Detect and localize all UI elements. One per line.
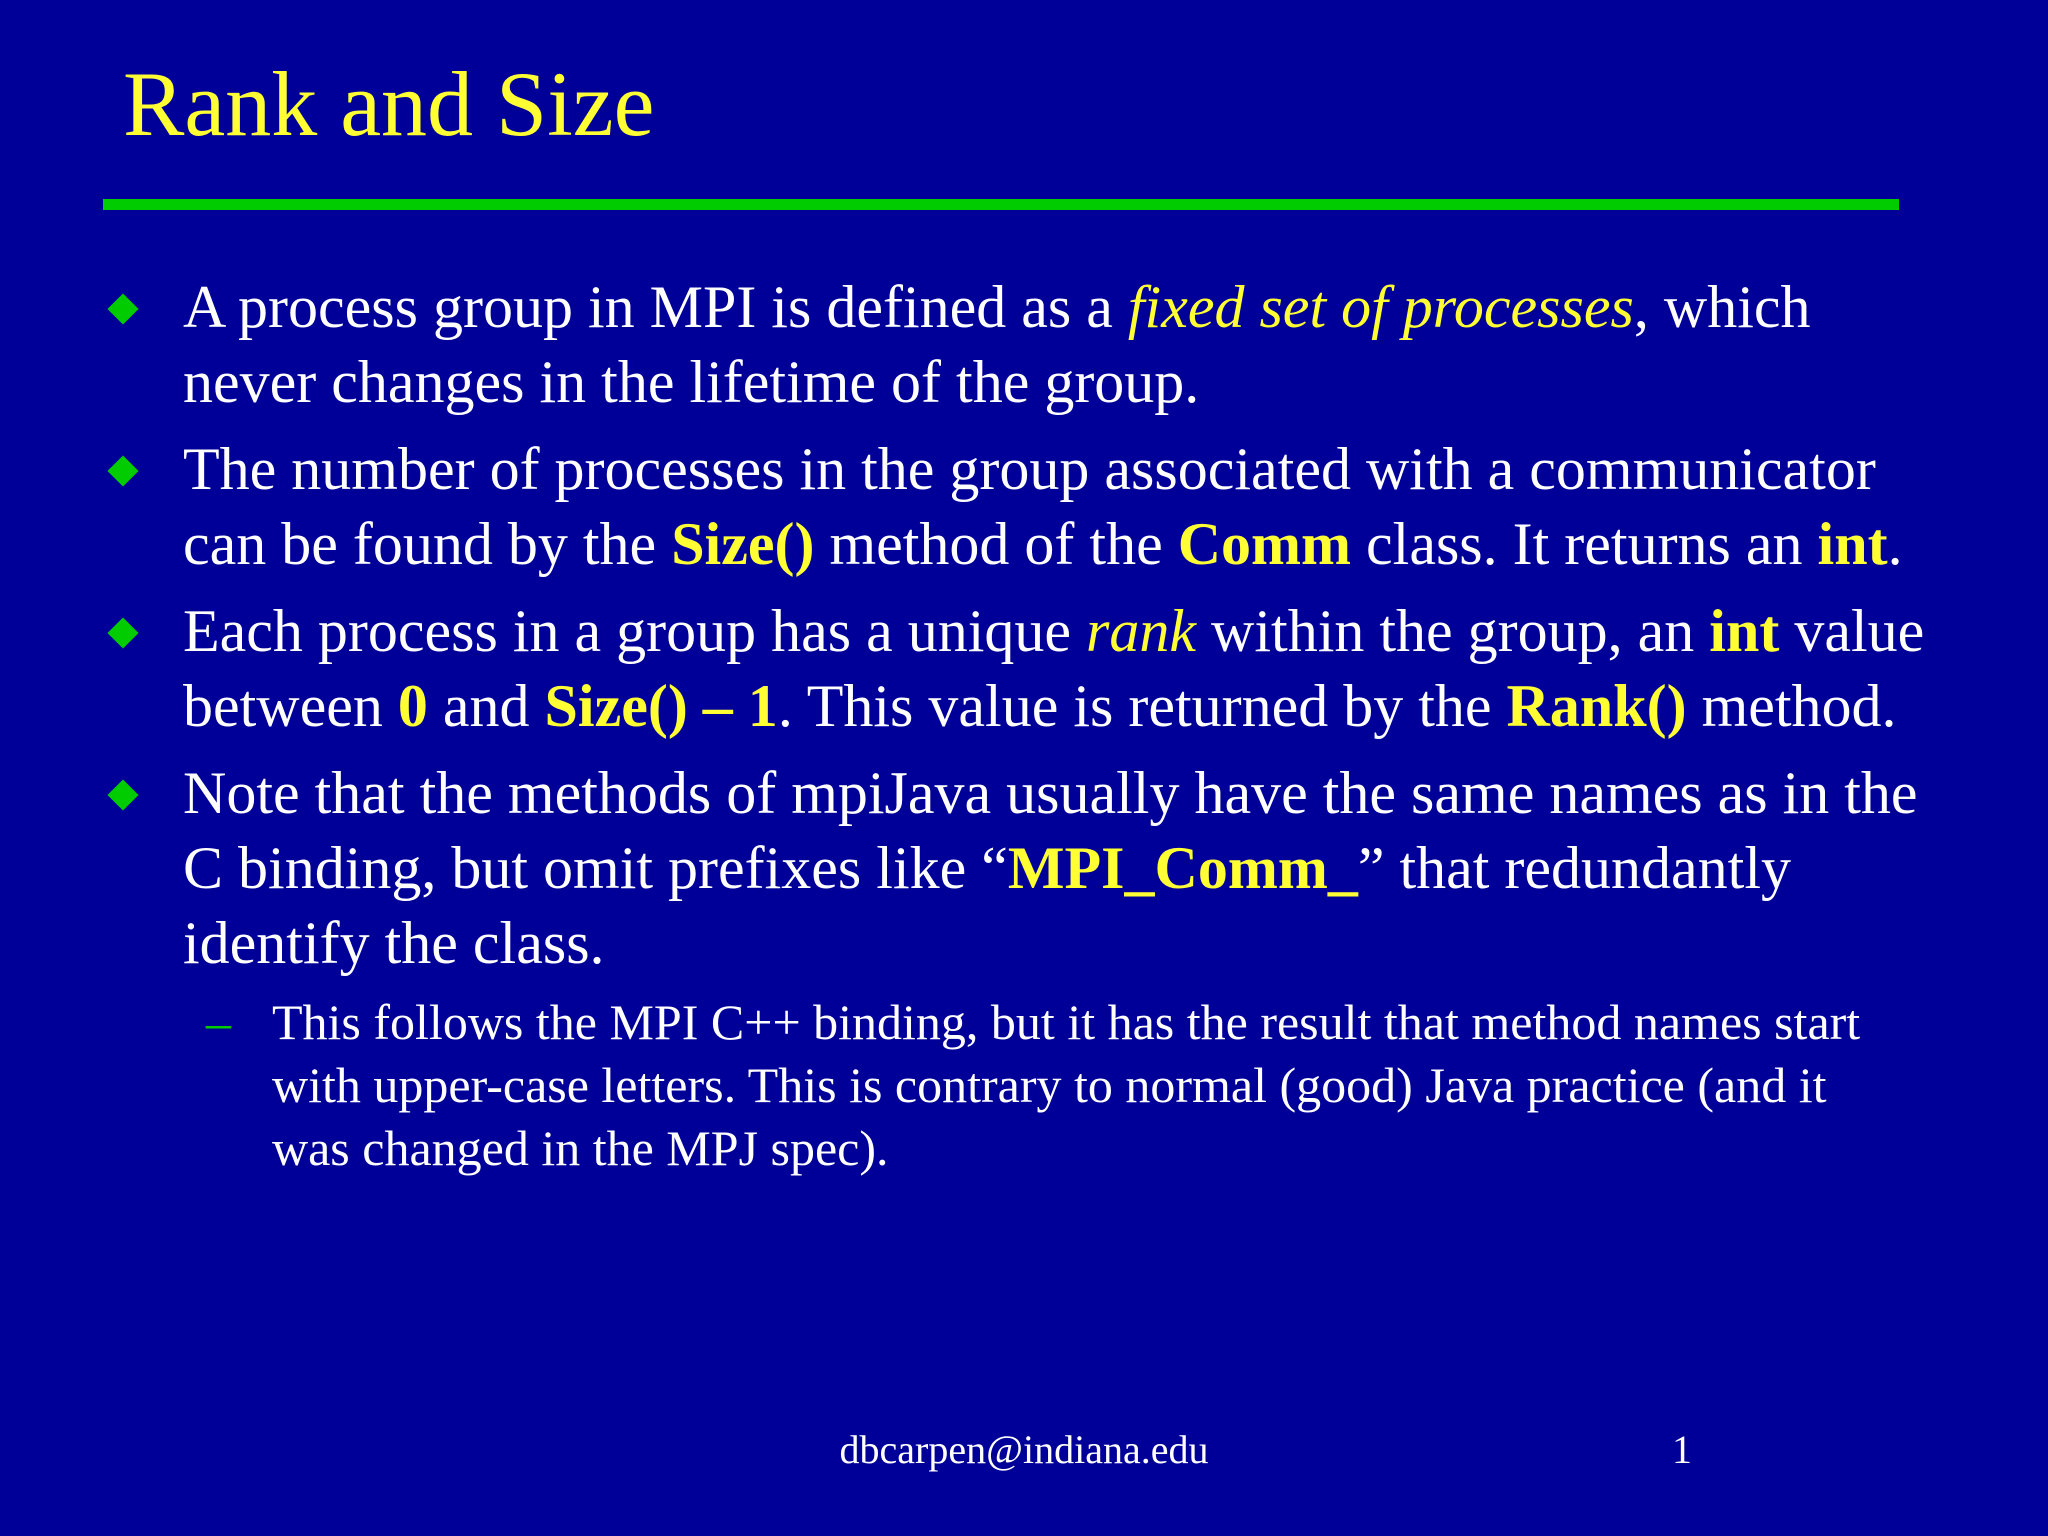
code-term: MPI_Comm_ [1007,835,1358,901]
emphasis-term: fixed set of processes [1127,274,1634,340]
code-term: int [1709,598,1780,664]
bullet-text: The number of processes in the group associated with a communicator can be found by the [183,436,1876,577]
green-diamond-icon [107,617,138,648]
green-diamond-icon [107,779,138,810]
bullet-text: Note that the methods of mpiJava usually have the same names as in the C binding, but omit prefixes like “ [183,760,1918,901]
bullet-item-4 [0,756,1943,1180]
footer-email: dbcarpen@indiana.edu [839,1427,1209,1472]
emphasis-term: rank [1086,598,1197,664]
bullet-text: Each process in a group has a unique [183,598,1087,664]
bullet-item-2 [0,432,1943,582]
code-term: Rank() [1506,673,1687,739]
green-diamond-icon [107,455,138,486]
code-term: int [1817,511,1888,577]
page-number: 1 [1672,1427,1692,1472]
bullet-text: method of the [814,511,1178,577]
bullet-text: A process group in MPI is defined as a [183,274,1128,340]
bullet-text: class. It returns an [1351,511,1818,577]
bullet-text: value between [183,598,1925,739]
code-term: 0 [397,673,428,739]
green-diamond-icon [107,293,138,324]
bullet-text: . This value is returned by the [777,673,1507,739]
sub-bullet-item [0,991,1892,1180]
code-term: Size() – 1 [544,673,778,739]
bullet-text: within the group, an [1196,598,1710,664]
bullet-text: method. [1686,673,1897,739]
bullet-text: , which never changes in the lifetime of the group. [183,274,1811,415]
bullet-item-3 [0,594,1943,744]
title-divider [103,199,1899,210]
code-term: Size() [671,511,815,577]
bullet-text: and [427,673,545,739]
slide-title: Rank and Size [123,53,655,155]
code-term: Comm [1177,511,1352,577]
bullet-text: ” that redundantly identify the class. [183,835,1791,976]
green-dash-icon: – [206,994,231,1050]
bullet-item-1 [0,270,1943,420]
sub-bullet-text: This follows the MPI C++ binding, but it has the result that method names start with upper-case letters. This is contrary to normal (good) Java practice (and it was changed in the MPJ spec). [272,994,1861,1176]
bullet-list [0,270,2048,1192]
bullet-text: . [1887,511,1903,577]
